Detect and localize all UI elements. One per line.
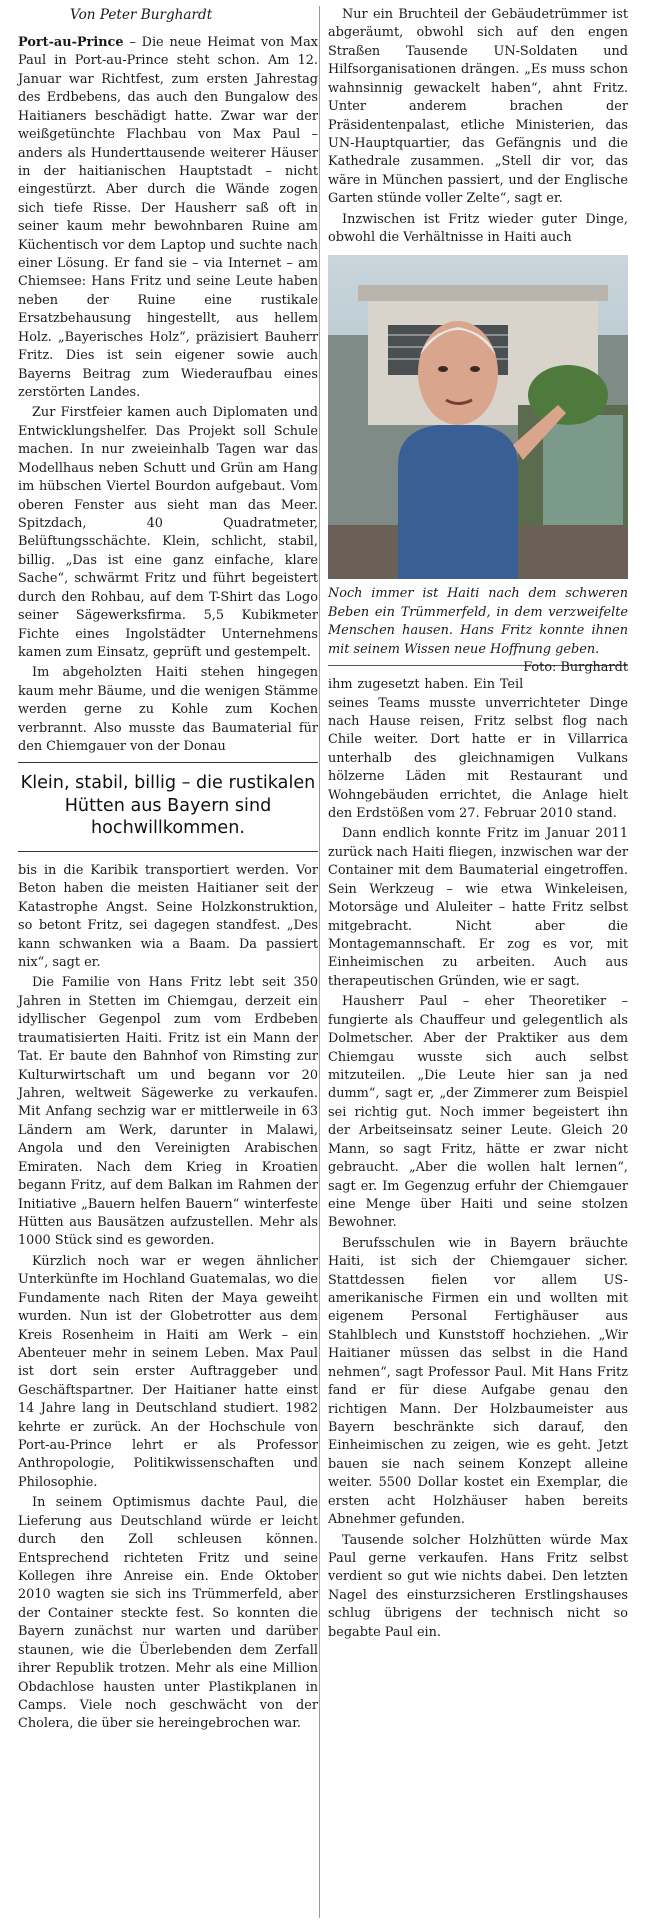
body-paragraph: Dann endlich konnte Fritz im Januar 2011 zurück nach Haiti fliegen, inzwischen war der Container mit dem Baumaterial eingetroffen. Sein Werkzeug – wie etwa Winkeleisen, Motorsäge und Aluleiter – hatte Fritz selbst mitgebracht. Nicht aber die Montagemannschaft. Er zog es vor, mit Einheimischen zu arbeiten. Auch aus therapeutischen Gründen, wie er sagt. xyxy=(328,826,628,989)
article-photo xyxy=(328,255,628,579)
dateline: Port-au-Prince xyxy=(18,35,124,50)
body-paragraph: Die Familie von Hans Fritz lebt seit 350 Jahren in Stetten im Chiemgau, derzeit ein idyllischer Gegenpol zum vom Erdbeben traumatisierten Haiti. Fritz ist ein Mann der Tat. Er baute den Bahnhof von Rimsting zur Kulturwirtschaft um und begann vor 20 Jahren, weltweit Sägewerke zu verkaufen. Mit Anfang sechzig war er mittlerweile in 63 Ländern am Werk, darunter in Malawi, Angola und den Vereinigten Arabischen Emiraten. Nach dem Krieg in Kroatien begann Fritz, auf dem Balkan im Rahmen der Initiative „Bauern helfen Bauern“ winterfeste Hütten aus Bausätzen aufzustellen. Mehr als 1000 Stück sind es geworden. xyxy=(18,975,318,1249)
left-column xyxy=(18,6,318,1734)
body-paragraph: bis in die Karibik transportiert werden. Vor Beton haben die meisten Haitianer seit der Katastrophe Angst. Seine Holzkonstruktion, so betont Fritz, sei dagegen standfest. „Des kann schwanken wia a Baam. Da passiert nix“, sagt er. xyxy=(18,862,318,971)
body-paragraph: ihm zugesetzt haben. Ein Teil seines Teams musste unverrichteter Dinge nach Hause reisen, Fritz selbst flog nach Chile weiter. Dort hatte er in Villarrica unterhalb des gleichnamigen Vulkans hölzerne Läden mit Restaurant und Wohngebäuden errichtet, die Anlage hielt den Erdstößen vom 27. Februar 2010 stand. xyxy=(328,677,628,822)
lead-paragraph-text: – Die neue Heimat von Max Paul in Port-au-Prince steht schon. Am 12. Januar war Richtfest, zum ersten Jahrestag des Erdbebens, das auch den Bungalow des Haitianers beschädigt hatte. Zwar war der weißgetünchte Flachbau von Max Paul – anders als Hunderttausende weiterer Häuser in der haitianischen Hauptstadt – nicht eingestürzt. Aber durch die Wände zogen sich tiefe Risse. Der Hausherr saß oft in seiner kaum mehr bewohnbaren Ruine am Küchentisch vor dem Laptop und suchte nach einer Lösung. Er fand sie – via Internet – am Chiemsee: Hans Fritz und seine Leute haben neben der Ruine eine rustikale Ersatzbehausung hingestellt, aus hellem Holz. „Bayerisches Holz“, präzisiert Bauherr Fritz. Dies ist sein eigener sowie auch Bayerns Beitrag zum Wiederaufbau eines zerstörten Landes. xyxy=(18,35,318,401)
pull-quote: Klein, stabil, billig – die rustikalen Hütten aus Bayern sind hochwillkommen. xyxy=(18,762,318,852)
body-paragraph: Inzwischen ist Fritz wieder guter Dinge, obwohl die Verhältnisse in Haiti auch xyxy=(328,211,628,246)
photo-credit: Foto: Burghardt xyxy=(523,660,628,676)
body-paragraph: Nur ein Bruchteil der Gebäudetrümmer ist abgeräumt, obwohl sich auf den engen Straßen Tausende UN-Soldaten und Hilfsorganisationen drängen. „Es muss schon wahnsinnig gewackelt haben“, ahnt Fritz. Unter anderem brachen der Präsidentenpalast, etliche Ministerien, das UN-Hauptquartier, das Gefängnis und die Kathedrale zusammen. „Stell dir vor, das wäre in München passiert, und der Englische Garten stünde voller Zelte“, sagt er. xyxy=(328,7,628,207)
column-divider xyxy=(319,6,320,1918)
body-paragraph: Kürzlich noch war er wegen ähnlicher Unterkünfte im Hochland Guatemalas, wo die Fundamente nach Riten der Maya geweiht wurden. Nun ist der Globetrotter aus dem Kreis Rosenheim in Haiti am Werk – ein Abenteuer mehr in seinem Leben. Max Paul ist dort sein erster Auftraggeber und Geschäftspartner. Der Haitianer hatte einst 14 Jahre lang in Deutschland studiert. 1982 kehrte er zurück. An der Hochschule von Port-au-Prince lehrt er als Professor Anthropologie, Politikwissenschaften und Philosophie. xyxy=(18,1253,318,1490)
byline: Von Peter Burghardt xyxy=(70,7,213,23)
body-paragraph: Im abgeholzten Haiti stehen hingegen kaum mehr Bäume, und die wenigen Stämme werden gerne zu Kohle zum Kochen verbrannt. Also musste das Baumaterial für den Chiemgauer von der Donau xyxy=(18,665,318,755)
body-paragraph: Hausherr Paul – eher Theoretiker – fungierte als Chauffeur und gelegentlich als Dolmetscher. Aber der Praktiker aus dem Chiemgau wusste sich auch selbst mitzuteilen. „Die Leute hier san ja ned dumm“, sagt er, „der Zimmerer zum Beispiel sei richtig gut. Noch immer begeistert ihn der Arbeitseinsatz seiner Leute. Gleich 20 Mann, so sagt Fritz, hätte er zwar nicht gebraucht. „Aber die wollen halt lernen“, sagt er. Im Gegenzug erfuhr der Chiemgauer eine Menge über Haiti und seine stolzen Bewohner. xyxy=(328,994,628,1231)
right-column xyxy=(328,6,628,1642)
photo-caption-text: Noch immer ist Haiti nach dem schweren Beben ein Trümmerfeld, in dem verzweifelte Menschen hausen. Hans Fritz konnte ihnen mit seinem Wissen neue Hoffnung geben. xyxy=(328,586,628,657)
body-paragraph: In seinem Optimismus dachte Paul, die Lieferung aus Deutschland würde er leicht durch den Zoll schleusen können. Entsprechend richteten Fritz und seine Kollegen ihre Anreise ein. Ende Oktober 2010 wagten sie sich ins Trümmerfeld, aber der Container steckte fest. So konnten die Bayern zunächst nur warten und darüber staunen, wie die Überlebenden dem Zerfall ihrer Republik trotzen. Mehr als eine Million Obdachlose hausten unter Plastikplanen in Camps. Viele noch geschwächt von der Cholera, die über sie hereingebrochen war. xyxy=(18,1495,318,1732)
lead-paragraph xyxy=(18,34,318,402)
body-paragraph: Zur Firstfeier kamen auch Diplomaten und Entwicklungshelfer. Das Projekt soll Schule machen. In nur zweieinhalb Tagen war das Modellhaus neben Schutt und Grün am Hang im hübschen Viertel Bourdon aufgebaut. Vom oberen Fenster aus sieht man das Meer. Spitzdach, 40 Quadratmeter, Belüftungsschächte. Klein, schlicht, stabil, billig. „Das ist eine ganz einfache, klare Sache“, schwärmt Fritz und führt begeistert durch den Rohbau, auf dem T-Shirt das Logo seiner Sägewerksfirma. 5,5 Kubikmeter Fichte eines Ingolstädter Unternehmens kamen zum Einsatz, geprüft und gestempelt. xyxy=(18,405,318,660)
photo-illustration xyxy=(328,255,628,579)
body-paragraph: Berufsschulen wie in Bayern bräuchte Haiti, ist sich der Chiemgauer sicher. Stattdessen fielen vor allem US-amerikanische Firmen ein und wollten mit eigenem Personal Fertighäuser aus Stahlblech und Kunststoff hochziehen. „Wir Haitianer müssen das selbst in die Hand nehmen“, sagt Professor Paul. Mit Hans Fritz fand er für diese Aufgabe genau den richtigen Mann. Der Holzbaumeister aus Bayern beschränkte sich darauf, den Einheimischen zu zeigen, wie es geht. Jetzt bauen sie nach seinem Konzept alleine weiter. 5500 Dollar kostet ein Exemplar, die ersten acht Holzhäuser haben bereits Abnehmer gefunden. xyxy=(328,1235,628,1528)
photo-caption xyxy=(328,585,628,676)
body-paragraph: Tausende solcher Holzhütten würde Max Paul gerne verkaufen. Hans Fritz selbst verdient so gut wie nichts dabei. Den letzten Nagel des einsturzsicheren Erstlingshauses schlug übrigens der technisch nicht so begabte Paul ein. xyxy=(328,1532,628,1640)
